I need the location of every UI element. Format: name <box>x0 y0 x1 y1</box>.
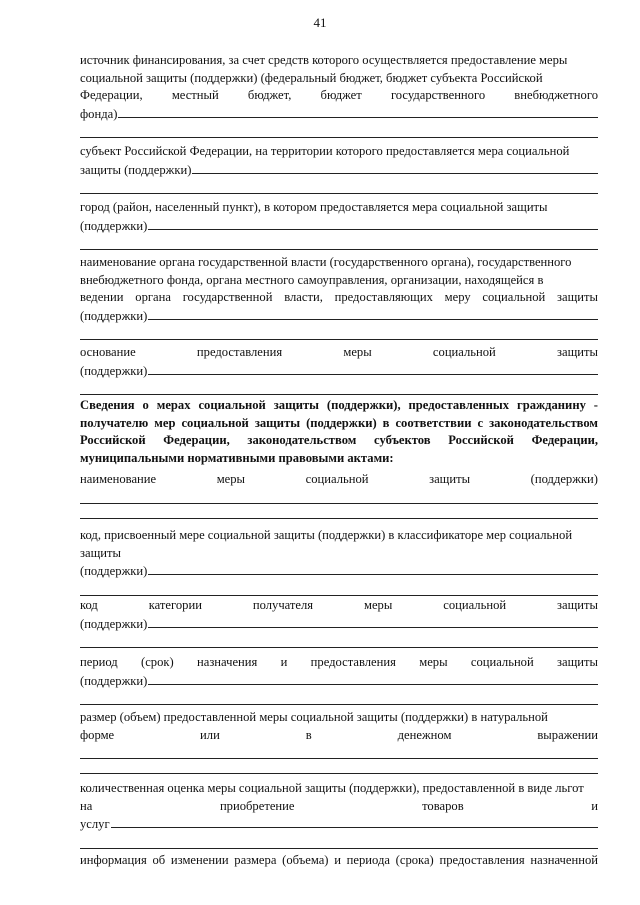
blank-line[interactable] <box>80 325 598 340</box>
subject-rf-line-2: защиты (поддержки) <box>80 162 192 177</box>
fill-line <box>148 672 598 685</box>
classifier-code-line-1: код, присвоенный мере социальной защиты (поддержки) в классификаторе мер социальной <box>80 528 573 542</box>
quantitative-line-1: количественная оценка меры социальной защиты (поддержки), предоставленной в виде льгот <box>80 781 584 795</box>
authority-line-2: внебюджетного фонда, органа местного самоуправления, организации, находящейся в <box>80 272 544 287</box>
blank-line[interactable] <box>80 489 598 504</box>
basis-line-2: (поддержки) <box>80 363 148 378</box>
blank-line[interactable] <box>80 179 598 194</box>
classifier-code-line-3: (поддержки) <box>80 564 148 578</box>
city-field <box>80 199 598 250</box>
page-number: 41 <box>313 15 327 30</box>
subject-rf-field <box>80 143 598 194</box>
subject-rf-input[interactable] <box>80 161 598 180</box>
authority-line-3: ведении органа государственной власти, предоставляющих меру социальной защиты <box>80 290 598 304</box>
city-input[interactable] <box>80 217 598 236</box>
recipient-category-line-2: (поддержки) <box>80 616 148 631</box>
period-line-1: период (срок) назначения и предоставления меры социальной защиты <box>80 655 598 669</box>
blank-line[interactable] <box>80 123 598 138</box>
blank-line[interactable] <box>80 744 598 759</box>
blank-line[interactable] <box>80 759 598 774</box>
fill-line <box>148 562 598 575</box>
quantitative-input[interactable] <box>80 815 598 834</box>
measure-name-field <box>80 471 598 519</box>
recipient-category-field <box>80 597 598 648</box>
blank-line[interactable] <box>80 633 598 648</box>
basis-field <box>80 344 598 395</box>
blank-line[interactable] <box>80 834 598 849</box>
fill-line <box>148 615 598 628</box>
subject-rf-line-1: субъект Российской Федерации, на территории которого предоставляется мера социальной <box>80 144 570 158</box>
authority-field <box>80 254 598 340</box>
fill-line <box>148 362 598 375</box>
funding-source-line-1: источник финансирования, за счет средств которого осуществляется предоставление меры <box>80 53 568 67</box>
changes-info-line-1: информация об изменении размера (объема) и периода (срока) предоставления назначенной <box>80 853 598 867</box>
funding-source-line-3: Федерации, местный бюджет, бюджет государственного внебюджетного <box>80 88 598 102</box>
classifier-code-field <box>80 527 598 596</box>
recipient-category-line-1: код категории получателя меры социальной защиты <box>80 598 598 612</box>
authority-line-1: наименование органа государственной власти (государственного органа), государственного <box>80 255 572 269</box>
size-field <box>80 709 598 774</box>
size-line-2: форме или в денежном выражении <box>80 727 598 742</box>
funding-source-line-2: социальной защиты (поддержки) (федеральный бюджет, бюджет субъекта Российской <box>80 70 543 85</box>
changes-info-field <box>80 852 598 870</box>
blank-line[interactable] <box>80 690 598 705</box>
blank-line[interactable] <box>80 504 598 519</box>
blank-line[interactable] <box>80 235 598 250</box>
fill-line <box>118 105 598 118</box>
basis-input[interactable] <box>80 362 598 381</box>
period-field <box>80 654 598 705</box>
blank-line[interactable] <box>80 380 598 395</box>
section-heading-block <box>80 397 598 467</box>
period-input[interactable] <box>80 672 598 691</box>
classifier-code-line-2: защиты <box>80 545 121 560</box>
section-heading: Сведения о мерах социальной защиты (поддержки), предоставленных гражданину - получателю мер социальной защиты (поддержки) в соответствии с законодательством Российской Федерации, законодательством субъектов Российской Федерации, муниципальными нормативными правовыми актами: <box>80 398 598 465</box>
period-line-2: (поддержки) <box>80 673 148 688</box>
fill-line <box>111 815 598 828</box>
authority-line-4: (поддержки) <box>80 308 148 323</box>
fill-line <box>148 217 598 230</box>
quantitative-line-3: услуг <box>80 817 110 831</box>
classifier-code-input[interactable] <box>80 562 598 581</box>
authority-input[interactable] <box>80 307 598 326</box>
measure-name-line-1: наименование меры социальной защиты (поддержки) <box>80 472 598 486</box>
recipient-category-input[interactable] <box>80 615 598 634</box>
funding-source-field <box>80 52 598 138</box>
funding-source-input[interactable] <box>80 105 598 124</box>
quantitative-line-2: на приобретение товаров и <box>80 798 598 813</box>
fill-line <box>148 307 598 320</box>
basis-line-1: основание предоставления меры социальной защиты <box>80 345 598 359</box>
size-line-1: размер (объем) предоставленной меры социальной защиты (поддержки) в натуральной <box>80 710 548 724</box>
city-line-2: (поддержки) <box>80 218 148 233</box>
fill-line <box>192 161 598 174</box>
blank-line[interactable] <box>80 581 598 596</box>
funding-source-line-4: фонда) <box>80 106 118 121</box>
city-line-1: город (район, населенный пункт), в котором предоставляется мера социальной защиты <box>80 200 548 214</box>
quantitative-field <box>80 780 598 849</box>
